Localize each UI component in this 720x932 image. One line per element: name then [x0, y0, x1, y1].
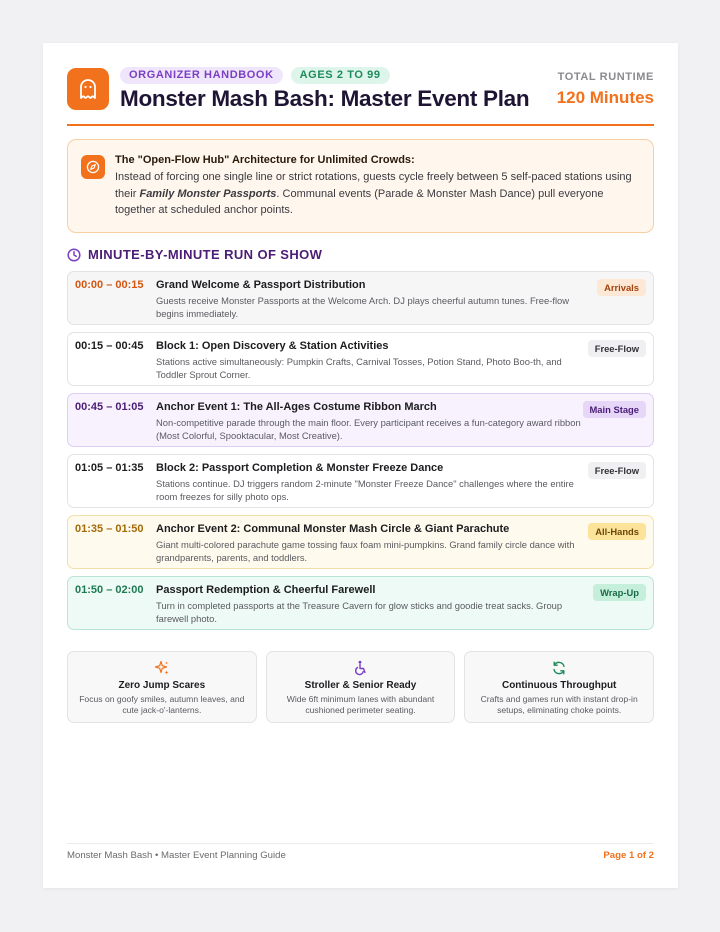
feature-card-stroller-senior	[266, 651, 456, 723]
row-time: 01:05 – 01:35	[75, 462, 144, 474]
row-description: Giant multi-colored parachute game tossing faux foam mini-pumpkins. Grand family circle dance with grandparents, parents, and toddlers.	[156, 539, 575, 564]
refresh-icon	[465, 660, 653, 676]
page-title: Monster Mash Bash: Master Event Plan	[120, 86, 530, 111]
row-time: 00:15 – 00:45	[75, 340, 144, 352]
feature-card-zero-jump-scares	[67, 651, 257, 723]
callout-emphasis: Family Monster Passports	[139, 187, 277, 200]
schedule-row	[67, 576, 654, 630]
feature-card-continuous-throughput	[464, 651, 654, 723]
schedule-row	[67, 454, 654, 508]
row-description: Stations continue. DJ triggers random 2-minute "Monster Freeze Dance" challenges where the entire room freezes for silly photo ops.	[156, 478, 574, 503]
row-title: Block 1: Open Discovery & Station Activities	[156, 340, 389, 352]
ghost-icon	[76, 77, 100, 101]
header-divider	[67, 124, 654, 126]
row-title: Anchor Event 2: Communal Monster Mash Circle & Giant Parachute	[156, 523, 510, 535]
footer-divider	[67, 843, 654, 844]
run-of-show-heading	[67, 247, 322, 262]
row-tag: Free-Flow	[588, 462, 646, 479]
card-description: Wide 6ft minimum lanes with abundant cushioned perimeter seating.	[286, 694, 435, 715]
ages-badge: AGES 2 TO 99	[291, 67, 390, 84]
sparkle-icon	[68, 660, 256, 676]
callout-lead: The "Open-Flow Hub" Architecture for Unlimited Crowds:	[115, 154, 415, 166]
row-time: 00:00 – 00:15	[75, 279, 144, 291]
row-tag: Arrivals	[597, 279, 646, 296]
card-description: Focus on goofy smiles, autumn leaves, and cute jack-o'-lanterns.	[79, 694, 245, 715]
row-tag: Free-Flow	[588, 340, 646, 357]
schedule-row	[67, 515, 654, 569]
row-tag: All-Hands	[588, 523, 646, 540]
row-title: Block 2: Passport Completion & Monster Freeze Dance	[156, 462, 444, 474]
row-title: Passport Redemption & Cheerful Farewell	[156, 584, 376, 596]
compass-icon	[81, 155, 105, 179]
footer-document-name: Monster Mash Bash • Master Event Planning Guide	[67, 850, 286, 861]
row-time: 00:45 – 01:05	[75, 401, 144, 413]
runtime-value: 120 Minutes	[556, 88, 654, 107]
callout-body-end: . Communal events (Parade & Monster Mash Dance) pull everyone together at scheduled anchor points.	[115, 187, 604, 217]
row-title: Grand Welcome & Passport Distribution	[156, 279, 366, 291]
handbook-badge: ORGANIZER HANDBOOK	[120, 67, 283, 84]
clock-icon	[67, 248, 81, 262]
schedule-list	[67, 271, 654, 637]
row-tag: Wrap-Up	[593, 584, 646, 601]
accessibility-icon	[267, 660, 455, 676]
row-description: Turn in completed passports at the Treasure Cavern for glow sticks and goodie treat sacks. Group farewell photo.	[156, 600, 563, 625]
feature-cards	[67, 651, 654, 723]
card-title: Stroller & Senior Ready	[304, 680, 417, 691]
row-description: Non-competitive parade through the main floor. Every participant receives a fun-category award ribbon (Most Colorful, Spooktacular, Most Creative).	[156, 417, 581, 442]
page-number: Page 1 of 2	[603, 850, 654, 861]
callout-body-start: Instead of forcing one single line or strict rotations, guests cycle freely between 5 self-paced stations using their	[115, 170, 632, 200]
callout-text	[115, 152, 641, 219]
row-description: Stations active simultaneously: Pumpkin Crafts, Carnival Tosses, Potion Stand, Photo Boo-th, and Toddler Sprout Corner.	[156, 356, 562, 381]
card-title: Continuous Throughput	[501, 680, 617, 691]
card-title: Zero Jump Scares	[118, 680, 206, 691]
section-heading-text: MINUTE-BY-MINUTE RUN OF SHOW	[88, 247, 323, 262]
runtime-label: TOTAL RUNTIME	[557, 71, 654, 83]
handbook-page	[43, 43, 678, 888]
schedule-row	[67, 393, 654, 447]
schedule-row	[67, 332, 654, 386]
row-tag: Main Stage	[583, 401, 647, 418]
architecture-callout	[67, 139, 654, 233]
row-description: Guests receive Monster Passports at the Welcome Arch. DJ plays cheerful autumn tunes. Free-flow begins immediately.	[156, 295, 570, 320]
row-time: 01:50 – 02:00	[75, 584, 144, 596]
schedule-row	[67, 271, 654, 325]
row-time: 01:35 – 01:50	[75, 523, 144, 535]
ghost-logo	[67, 68, 109, 110]
card-description: Crafts and games run with instant drop-in setups, eliminating choke points.	[480, 694, 638, 715]
row-title: Anchor Event 1: The All-Ages Costume Ribbon March	[156, 401, 437, 413]
